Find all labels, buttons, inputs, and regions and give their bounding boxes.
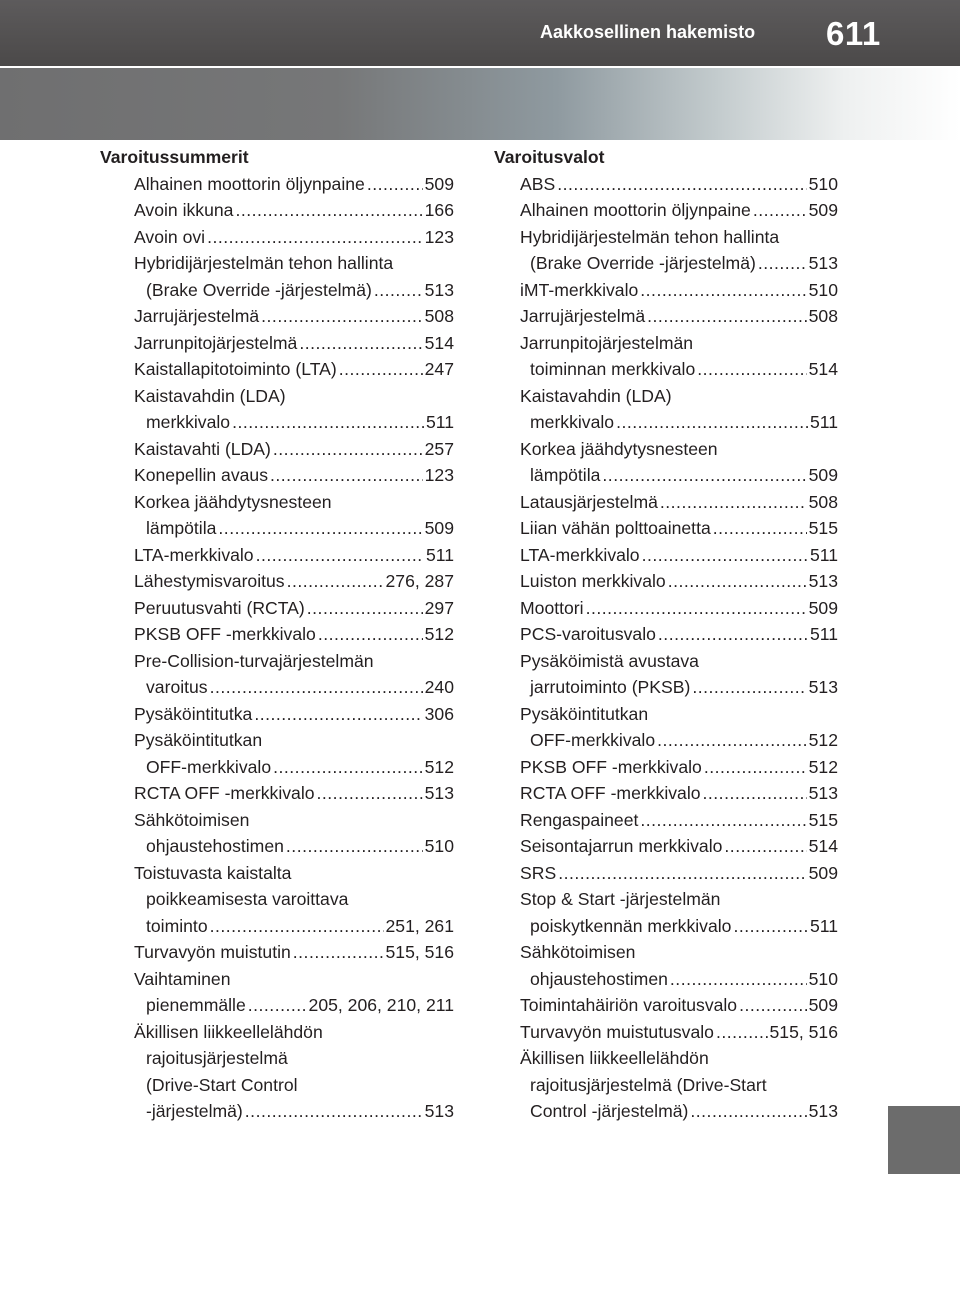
page-number: 611	[826, 15, 881, 52]
index-page-ref: 123	[424, 226, 454, 247]
index-entry	[494, 303, 838, 330]
dot-leader	[254, 701, 422, 728]
index-entry	[494, 197, 838, 224]
index-entry-text: Avoin ovi	[134, 226, 206, 247]
index-entry-text: rajoitusjärjestelmä	[146, 1048, 288, 1068]
index-entry	[100, 939, 454, 966]
index-entry	[100, 1098, 454, 1125]
index-entry	[100, 436, 454, 463]
index-group-title: Varoitusvalot	[494, 147, 605, 167]
index-page-ref: 510	[808, 968, 838, 989]
dot-leader	[642, 542, 808, 569]
index-entry	[494, 515, 838, 542]
index-page-ref: 515	[808, 809, 838, 830]
dot-leader	[293, 939, 384, 966]
index-entry-text: Pysäköintitutkan	[520, 703, 649, 724]
index-entry-text: Luiston merkkivalo	[520, 571, 666, 591]
index-entry-text: Jarrujärjestelmä	[520, 306, 646, 326]
index-page-ref: 513	[424, 783, 454, 803]
index-page-ref: 508	[808, 306, 838, 326]
index-page-ref: 512	[808, 756, 838, 777]
index-entry-text: varoitus	[146, 677, 208, 697]
index-entry	[494, 542, 838, 569]
index-entry-text: Kaistavahti (LDA)	[134, 438, 271, 459]
index-entry-text: toiminnan merkkivalo	[530, 359, 696, 379]
index-entry-text: Stop & Start -järjestelmän	[520, 889, 721, 909]
index-entry-text: Jarrunpitojärjestelmän	[520, 332, 694, 353]
dot-leader	[210, 674, 423, 701]
index-entry	[494, 886, 838, 913]
index-page-ref: 297	[424, 597, 454, 618]
index-page-ref: 276, 287	[385, 571, 454, 591]
index-entry-text: toiminto	[146, 915, 208, 936]
dot-leader	[739, 992, 807, 1019]
index-page-ref: 509	[808, 200, 838, 220]
header-bar	[0, 0, 960, 66]
dot-leader	[235, 197, 422, 224]
index-page-ref: 513	[424, 1101, 454, 1121]
dot-leader	[261, 303, 422, 330]
index-entry	[494, 1098, 838, 1125]
dot-leader	[557, 171, 806, 198]
index-entry	[100, 992, 454, 1019]
dot-leader	[232, 409, 424, 436]
index-entry	[100, 780, 454, 807]
index-page-ref: 306	[424, 703, 454, 724]
dot-leader	[299, 330, 422, 357]
index-entry-text: Jarrunpitojärjestelmä	[134, 332, 298, 353]
index-entry-text: Latausjärjestelmä	[520, 491, 658, 512]
dot-leader	[287, 568, 384, 595]
index-page-ref: 510	[808, 279, 838, 300]
index-entry-text: poiskytkennän merkkivalo	[530, 915, 732, 936]
index-entry	[494, 939, 838, 966]
index-page-ref: 514	[808, 836, 838, 856]
dot-leader	[657, 727, 807, 754]
index-page-ref: 511	[425, 412, 454, 432]
index-entry-text: Sähkötoimisen	[134, 809, 250, 830]
index-entry	[100, 171, 454, 198]
index-entry-text: Jarrujärjestelmä	[134, 306, 260, 326]
index-entry	[100, 1045, 454, 1072]
chapter-tab	[888, 1106, 960, 1174]
index-entry	[494, 356, 838, 383]
index-entry	[494, 807, 838, 834]
index-entry-text: Hybridijärjestelmän tehon hallinta	[520, 226, 780, 247]
index-entry	[100, 860, 454, 887]
dot-leader	[286, 833, 423, 860]
index-entry-text: Turvavyön muistutusvalo	[520, 1021, 714, 1042]
dot-leader	[647, 303, 806, 330]
index-page-ref: 510	[808, 173, 838, 194]
dot-leader	[724, 833, 806, 860]
index-entry	[494, 250, 838, 277]
dot-leader	[270, 462, 423, 489]
section-title: Aakkosellinen hakemisto	[540, 22, 756, 42]
index-entry-text: Alhainen moottorin öljynpaine	[520, 200, 751, 220]
dot-leader	[207, 224, 423, 251]
index-entry-text: pienemmälle	[146, 995, 246, 1015]
index-entry-text: OFF-merkkivalo	[530, 730, 656, 750]
index-entry	[100, 754, 454, 781]
index-entry	[100, 1072, 454, 1099]
index-entry-text: -järjestelmä)	[146, 1101, 243, 1121]
index-entry	[494, 277, 838, 304]
index-entry	[100, 701, 454, 728]
index-entry-text: merkkivalo	[530, 412, 615, 432]
index-page-ref: 514	[808, 359, 838, 379]
index-entry-text: Toistuvasta kaistalta	[134, 862, 292, 883]
index-entry	[494, 489, 838, 516]
dot-leader	[704, 754, 807, 781]
dot-leader	[318, 621, 423, 648]
dot-leader	[558, 860, 806, 887]
index-entry-text: Liian vähän polttoainetta	[520, 518, 711, 538]
dot-leader	[753, 197, 807, 224]
index-entry-text: (Brake Override -järjestelmä)	[146, 279, 372, 300]
index-entry-text: Korkea jäähdytysnesteen	[520, 438, 718, 459]
index-page-ref: 515, 516	[385, 942, 454, 962]
index-entry-text: SRS	[520, 862, 557, 883]
index-entry	[100, 489, 454, 516]
dot-leader	[733, 913, 807, 940]
index-entry-text: Äkillisen liikkeellelähdön	[520, 1048, 709, 1068]
index-entry-text: merkkivalo	[146, 412, 231, 432]
dot-leader	[697, 356, 806, 383]
index-entry-text: OFF-merkkivalo	[146, 756, 272, 777]
index-entry-text: RCTA OFF -merkkivalo	[134, 783, 315, 803]
index-entry	[100, 277, 454, 304]
dot-leader	[273, 754, 423, 781]
index-page-ref: 513	[808, 677, 838, 697]
index-entry	[494, 674, 838, 701]
index-entry-text: Hybridijärjestelmän tehon hallinta	[134, 253, 394, 273]
index-entry-text: Äkillisen liikkeellelähdön	[134, 1021, 323, 1042]
index-entry-list	[100, 171, 454, 1125]
index-page-ref: 513	[808, 253, 838, 273]
dot-leader	[668, 568, 807, 595]
index-entry	[494, 568, 838, 595]
index-page-ref: 512	[808, 730, 838, 750]
index-entry-text: poikkeamisesta varoittava	[146, 889, 349, 909]
index-page-ref: 509	[424, 518, 454, 538]
index-column-right	[494, 144, 838, 1125]
index-entry	[100, 966, 454, 993]
dot-leader	[670, 966, 807, 993]
index-entry	[100, 648, 454, 675]
dot-leader	[307, 595, 423, 622]
index-entry-text: ohjaustehostimen	[146, 836, 284, 856]
index-page-ref: 513	[808, 783, 838, 803]
index-entry-text: Vaihtaminen	[134, 968, 231, 989]
index-entry	[100, 621, 454, 648]
dot-leader	[602, 462, 806, 489]
index-entry-text: ohjaustehostimen	[530, 968, 668, 989]
index-entry-text: (Brake Override -järjestelmä)	[530, 253, 756, 273]
index-entry-text: Pre-Collision-turvajärjestelmän	[134, 650, 374, 671]
index-entry	[100, 595, 454, 622]
index-entry-text: Peruutusvahti (RCTA)	[134, 597, 305, 618]
index-entry	[100, 330, 454, 357]
index-entry	[494, 436, 838, 463]
index-page-ref: 205, 206, 210, 211	[308, 995, 454, 1015]
index-page-ref: 511	[809, 624, 838, 644]
index-entry-text: Sähkötoimisen	[520, 942, 636, 962]
index-page-ref: 512	[424, 624, 454, 644]
index-entry	[494, 913, 838, 940]
index-entry	[100, 197, 454, 224]
dot-leader	[210, 913, 384, 940]
index-entry-text: Avoin ikkuna	[134, 200, 234, 220]
index-entry	[494, 1045, 838, 1072]
index-page-ref: 513	[808, 571, 838, 591]
index-entry-text: Alhainen moottorin öljynpaine	[134, 173, 365, 194]
index-entry-text: Pysäköimistä avustava	[520, 650, 699, 671]
index-page-ref: 510	[424, 836, 454, 856]
index-page-ref: 511	[809, 412, 838, 432]
index-entry	[494, 648, 838, 675]
index-page-ref: 257	[424, 438, 454, 459]
index-entry	[100, 886, 454, 913]
dot-leader	[367, 171, 423, 198]
index-entry	[100, 542, 454, 569]
index-entry-text: Kaistallapitotoiminto (LTA)	[134, 359, 337, 379]
index-entry	[494, 330, 838, 357]
index-entry	[100, 356, 454, 383]
index-entry-text: Toimintahäiriön varoitusvalo	[520, 995, 738, 1015]
dot-leader	[218, 515, 422, 542]
index-entry	[494, 780, 838, 807]
index-page-ref: 513	[424, 279, 454, 300]
index-entry-text: lämpötila	[530, 465, 601, 485]
index-entry	[494, 383, 838, 410]
index-entry-text: LTA-merkkivalo	[520, 544, 640, 565]
index-entry-text: Control -järjestelmä)	[530, 1101, 689, 1121]
index-entry-text: PKSB OFF -merkkivalo	[520, 756, 702, 777]
index-page-ref: 515, 516	[769, 1021, 838, 1042]
index-entry	[100, 515, 454, 542]
dot-leader	[616, 409, 808, 436]
decorative-gradient-band	[0, 68, 960, 140]
index-entry	[494, 621, 838, 648]
index-entry-text: Konepellin avaus	[134, 465, 269, 485]
index-page-ref: 515	[808, 518, 838, 538]
index-entry	[100, 303, 454, 330]
index-entry	[100, 833, 454, 860]
index-page-ref: 251, 261	[385, 915, 454, 936]
index-page-ref: 509	[808, 597, 838, 618]
index-page-ref: 514	[424, 332, 454, 353]
dot-leader	[660, 489, 807, 516]
index-entry-list	[494, 171, 838, 1125]
index-entry	[100, 1019, 454, 1046]
index-page-ref: 511	[809, 915, 838, 936]
index-page-ref: 509	[424, 173, 454, 194]
index-entry	[494, 833, 838, 860]
index-page-ref: 511	[425, 544, 454, 565]
index-entry	[494, 462, 838, 489]
index-entry-text: (Drive-Start Control	[146, 1074, 298, 1095]
index-entry	[494, 595, 838, 622]
index-entry-text: PCS-varoitusvalo	[520, 624, 656, 644]
index-entry	[494, 701, 838, 728]
index-entry-text: Pysäköintitutkan	[134, 730, 263, 750]
index-entry	[494, 860, 838, 887]
index-entry	[494, 1019, 838, 1046]
dot-leader	[692, 674, 806, 701]
index-entry	[494, 727, 838, 754]
dot-leader	[658, 621, 808, 648]
index-entry	[494, 171, 838, 198]
index-entry-text: rajoitusjärjestelmä (Drive-Start	[530, 1074, 767, 1095]
index-entry-text: Kaistavahdin (LDA)	[520, 385, 672, 406]
index-entry-text: Lähestymisvaroitus	[134, 571, 285, 591]
dot-leader	[273, 436, 423, 463]
index-group-title: Varoitussummerit	[100, 147, 249, 167]
index-page-ref: 509	[808, 465, 838, 485]
index-entry	[494, 409, 838, 436]
index-page-ref: 508	[808, 491, 838, 512]
dot-leader	[690, 1098, 806, 1125]
index-entry-text: RCTA OFF -merkkivalo	[520, 783, 701, 803]
index-entry-text: Rengaspaineet	[520, 809, 639, 830]
index-page-ref: 240	[424, 677, 454, 697]
index-page-ref: 509	[808, 862, 838, 883]
index-entry-text: LTA-merkkivalo	[134, 544, 254, 565]
dot-leader	[640, 807, 806, 834]
dot-leader	[256, 542, 424, 569]
dot-leader	[586, 595, 807, 622]
index-entry-text: Seisontajarrun merkkivalo	[520, 836, 723, 856]
index-entry-text: Kaistavahdin (LDA)	[134, 385, 286, 406]
index-entry	[100, 383, 454, 410]
index-entry	[100, 409, 454, 436]
index-page-ref: 166	[424, 200, 454, 220]
index-entry-text: PKSB OFF -merkkivalo	[134, 624, 316, 644]
index-entry	[100, 224, 454, 251]
dot-leader	[640, 277, 806, 304]
dot-leader	[758, 250, 807, 277]
index-entry-text: Korkea jäähdytysnesteen	[134, 491, 332, 512]
index-entry	[494, 966, 838, 993]
index-entry-text: jarrutoiminto (PKSB)	[530, 677, 691, 697]
index-entry-text: lämpötila	[146, 518, 217, 538]
index-entry-text: ABS	[520, 173, 556, 194]
index-column-left	[100, 144, 454, 1125]
index-entry	[494, 992, 838, 1019]
dot-leader	[245, 1098, 423, 1125]
index-entry	[494, 224, 838, 251]
dot-leader	[317, 780, 423, 807]
index-entry	[100, 462, 454, 489]
dot-leader	[248, 992, 307, 1019]
index-entry	[100, 913, 454, 940]
index-page-ref: 123	[424, 465, 454, 485]
index-page-ref: 512	[424, 756, 454, 777]
index-page-ref: 513	[808, 1101, 838, 1121]
index-entry	[100, 727, 454, 754]
dot-leader	[703, 780, 807, 807]
index-entry	[100, 674, 454, 701]
index-entry-text: Pysäköintitutka	[134, 703, 253, 724]
index-entry-text: Turvavyön muistutin	[134, 942, 291, 962]
dot-leader	[374, 277, 423, 304]
index-entry	[494, 754, 838, 781]
index-entry	[100, 250, 454, 277]
dot-leader	[716, 1019, 768, 1046]
index-page-ref: 247	[424, 359, 454, 379]
index-entry	[494, 1072, 838, 1099]
index-page-ref: 508	[424, 306, 454, 326]
index-entry	[100, 807, 454, 834]
index-entry-text: iMT-merkkivalo	[520, 279, 639, 300]
index-entry-text: Moottori	[520, 597, 584, 618]
index-page-ref: 511	[809, 544, 838, 565]
index-page-ref: 509	[808, 995, 838, 1015]
dot-leader	[713, 515, 807, 542]
dot-leader	[339, 356, 423, 383]
index-entry	[100, 568, 454, 595]
